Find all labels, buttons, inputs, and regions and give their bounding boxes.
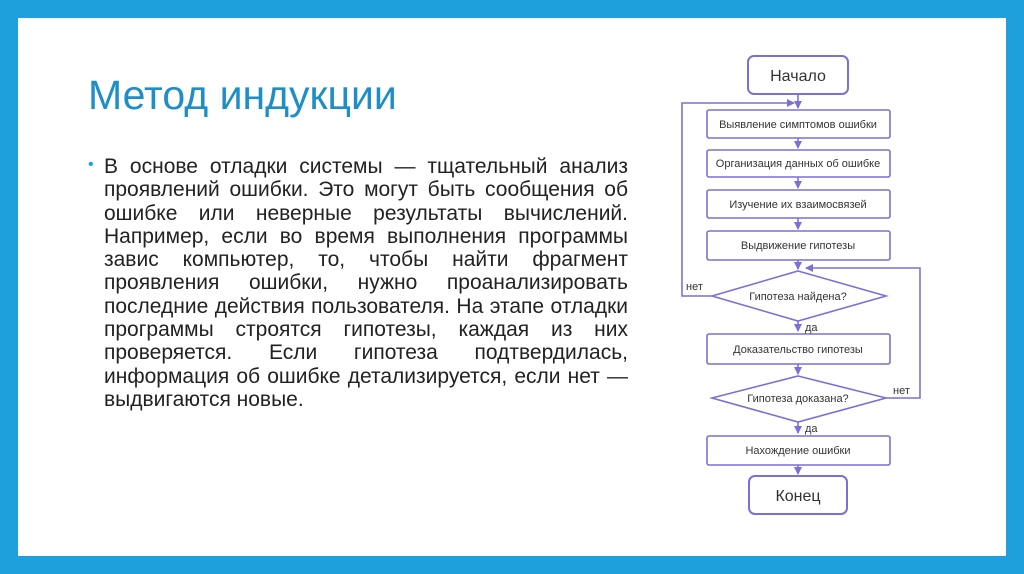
step-proof-label: Доказательство гипотезы — [733, 344, 863, 356]
step-organize-label: Организация данных об ошибке — [715, 158, 881, 170]
bullet-icon: • — [88, 156, 94, 173]
decision-proved-label: Гипотеза доказана? — [747, 393, 849, 405]
start-label: Начало — [770, 68, 826, 85]
body-paragraph: В основе отладки системы — тщательный анализ проявлений ошибки. Это могут быть сообщения об ошибке или неверные результаты вычислений. Например, если во время выполнения программы завис компьютер, то, чтобы найти фрагмент проявления ошибки, нужно проанализировать последние действия пользователя. На этапе отладки программы строятся гипотезы, каждая из них проверяется. Если гипотеза подтвердилась, информация об ошибке детализируется, если нет — выдвигаются новые. — [104, 155, 628, 411]
end-label: Конец — [775, 488, 821, 505]
step-relations-label: Изучение их взаимосвязей — [729, 199, 867, 211]
step-hypothesis-label: Выдвижение гипотезы — [740, 240, 856, 252]
step-symptoms-label: Выявление симптомов ошибки — [719, 119, 877, 131]
no-label-1: нет — [686, 281, 703, 293]
slide-title: Метод индукции — [88, 72, 397, 118]
yes-label-1: да — [805, 322, 818, 334]
decision-found-label: Гипотеза найдена? — [749, 291, 847, 303]
no-label-2: нет — [893, 385, 910, 397]
yes-label-2: да — [805, 423, 818, 435]
step-found-error-label: Нахождение ошибки — [745, 445, 851, 457]
